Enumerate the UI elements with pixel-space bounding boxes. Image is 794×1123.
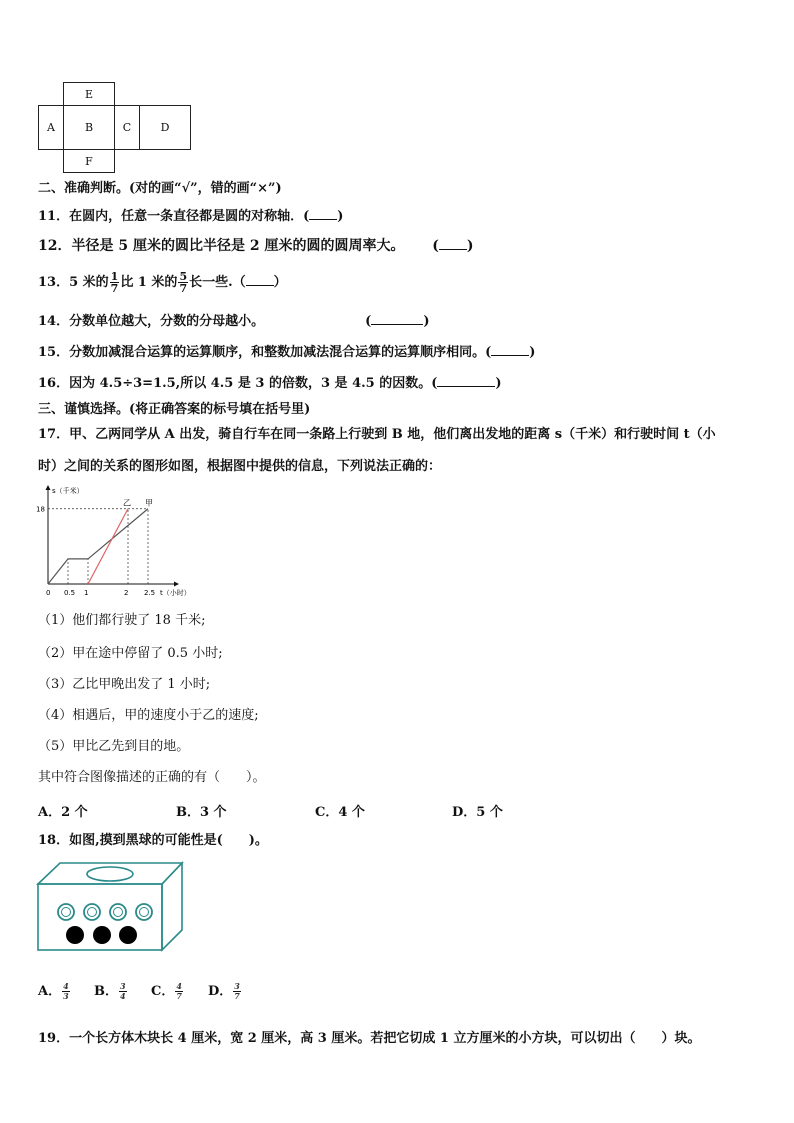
- q17-option-b[interactable]: B．3 个: [176, 805, 227, 820]
- q13-pre: 13．5 米的: [38, 275, 109, 290]
- net-face-b: [63, 105, 115, 150]
- net-label-e: E: [84, 87, 94, 101]
- chart-series: [48, 509, 148, 584]
- q16-close: ): [495, 376, 502, 391]
- q13-fraction-1: [110, 271, 120, 294]
- q18-option-d-label: D．: [208, 984, 233, 999]
- question-18: 18．如图,摸到黑球的可能性是( )。: [38, 833, 268, 848]
- q17-statement-5: （5）甲比乙先到目的地。: [38, 739, 190, 754]
- q18-c-numerator: 4: [176, 981, 182, 991]
- q18-option-c-label: C．: [151, 984, 175, 999]
- q14-answer-blank[interactable]: [371, 312, 423, 325]
- q12-close: ): [466, 238, 474, 254]
- chart-x-tick-label: 2.5: [144, 589, 156, 597]
- chart-ticks: [36, 506, 155, 597]
- box-side-face: [162, 863, 182, 950]
- chart-x-tick-label: 1: [84, 589, 89, 597]
- q13-post: 长一些.（: [189, 275, 246, 290]
- q18-option-b-label: B．: [94, 984, 118, 999]
- question-11: [38, 207, 343, 226]
- chart-y-label: s（千米）: [52, 487, 84, 495]
- question-16: [38, 374, 502, 393]
- distance-time-chart: [28, 484, 198, 602]
- q11-text: 11．在圆内，任意一条直径都是圆的对称轴．(: [38, 209, 310, 224]
- q13-f1-numerator: 1: [110, 270, 119, 283]
- white-ball: [84, 904, 100, 920]
- chart-y-arrow: [46, 485, 51, 490]
- q12-text: 12．半径是 5 厘米的圆比半径是 2 厘米的圆的圆周率大。: [38, 238, 405, 254]
- chart-origin-label: 0: [46, 589, 51, 597]
- question-19: 19．一个长方体木块长 4 厘米，宽 2 厘米，高 3 厘米。若把它切成 1 立方厘米的小方块，可以切出（ ）块。: [38, 1031, 701, 1046]
- q18-option-d[interactable]: [208, 980, 242, 1004]
- q14-close: ): [423, 314, 430, 329]
- q13-f2-denominator: 7: [179, 282, 188, 295]
- net-face-c: [114, 105, 140, 150]
- q14-text: 14．分数单位越大，分数的分母越小。: [38, 314, 265, 329]
- black-balls: [66, 926, 137, 944]
- q15-close: ): [529, 345, 536, 360]
- chart-legend-label: 甲: [145, 498, 153, 508]
- q17-option-c[interactable]: C．4 个: [315, 805, 365, 820]
- q17-line1: 17．甲、乙两同学从 A 出发，骑自行车在同一条路上行驶到 B 地，他们离出发地的距离 s（千米）和行驶时间 t（小: [38, 427, 716, 442]
- q12-answer-blank[interactable]: [439, 237, 467, 250]
- q17-statement-4: （4）相遇后，甲的速度小于乙的速度;: [38, 708, 259, 723]
- net-label-c: C: [122, 121, 132, 134]
- q13-close: ）: [273, 275, 287, 290]
- q13-f2-numerator: 5: [179, 270, 188, 283]
- q13-mid: 比 1 米的: [120, 275, 178, 290]
- q15-text: 15．分数加减混合运算的运算顺序，和整数加减法混合运算的运算顺序相同。(: [38, 345, 492, 360]
- q18-option-a-fraction: [62, 982, 70, 1001]
- q11-answer-blank[interactable]: [309, 207, 337, 220]
- q16-text: 16．因为 4.5÷3=1.5,所以 4.5 是 3 的倍数，3 是 4.5 的因数。(: [38, 376, 438, 391]
- white-balls: [58, 904, 152, 920]
- question-15: [38, 343, 535, 362]
- box-opening: [87, 867, 133, 881]
- q18-a-denominator: 3: [63, 991, 69, 1001]
- white-ball: [58, 904, 74, 920]
- q18-d-numerator: 3: [234, 981, 240, 991]
- q18-option-b[interactable]: [94, 980, 128, 1004]
- q18-a-numerator: 4: [63, 981, 69, 991]
- q17-line2: 时）之间的关系的图形如图，根据图中提供的信息，下列说法正确的：: [38, 459, 442, 474]
- section3-title: 三、谨慎选择。(将正确答案的标号填在括号里): [38, 402, 311, 417]
- white-ball: [110, 904, 126, 920]
- chart-x-tick-label: 0.5: [64, 589, 76, 597]
- chart-x-label: t（小时）: [160, 589, 191, 597]
- chart-dashed-guides: [48, 509, 148, 584]
- q17-option-a[interactable]: A．2 个: [38, 805, 88, 820]
- chart-series-line: [48, 509, 148, 584]
- net-face-f: [63, 149, 115, 173]
- net-label-f: F: [85, 154, 93, 168]
- q13-fraction-2: [178, 271, 188, 294]
- q18-option-b-fraction: [119, 982, 127, 1001]
- chart-legend: [123, 499, 153, 508]
- q18-c-denominator: 7: [176, 991, 182, 1001]
- q17-statement-1: （1）他们都行驶了 18 千米;: [38, 613, 206, 628]
- q17-ask: 其中符合图像描述的正确的有（ ）。: [38, 770, 266, 785]
- q17-option-d[interactable]: D．5 个: [452, 805, 503, 820]
- ball-box-illustration: [36, 860, 184, 952]
- net-label-a: A: [47, 121, 55, 134]
- q18-option-a-label: A．: [38, 984, 62, 999]
- chart-y-tick-label: 18: [36, 505, 45, 514]
- net-face-e: [63, 82, 115, 106]
- section2-title: 二、准确判断。(对的画“√”，错的画“×”): [38, 181, 282, 196]
- question-14: [38, 312, 429, 331]
- net-label-b: B: [84, 121, 94, 134]
- net-face-d: [139, 105, 191, 150]
- q18-option-c-fraction: [175, 982, 183, 1001]
- q18-option-c[interactable]: [151, 980, 184, 1004]
- q14-open: (: [365, 314, 372, 329]
- black-ball: [66, 926, 84, 944]
- q18-b-numerator: 3: [120, 981, 126, 991]
- q18-option-d-fraction: [233, 982, 241, 1001]
- q12-open: (: [432, 238, 439, 254]
- white-ball: [136, 904, 152, 920]
- q18-d-denominator: 7: [234, 991, 240, 1001]
- net-face-a: [38, 105, 64, 150]
- black-ball: [119, 926, 137, 944]
- q13-answer-blank[interactable]: [246, 273, 274, 286]
- q15-answer-blank[interactable]: [491, 343, 529, 356]
- q13-f1-denominator: 7: [110, 282, 119, 295]
- chart-x-tick-label: 2: [124, 589, 129, 597]
- chart-series-line: [88, 509, 128, 584]
- q18-b-denominator: 4: [120, 991, 126, 1001]
- black-ball: [93, 926, 111, 944]
- chart-legend-label: 乙: [123, 498, 131, 508]
- q17-statement-3: （3）乙比甲晚出发了 1 小时;: [38, 677, 211, 692]
- q16-answer-blank[interactable]: [437, 374, 495, 387]
- q11-close: ): [337, 209, 344, 224]
- q17-statement-2: （2）甲在途中停留了 0.5 小时;: [38, 646, 223, 661]
- q18-option-a[interactable]: [38, 980, 71, 1004]
- net-label-d: D: [160, 121, 170, 134]
- question-12: [38, 237, 473, 255]
- chart-x-arrow: [174, 582, 179, 587]
- question-13: [38, 268, 287, 298]
